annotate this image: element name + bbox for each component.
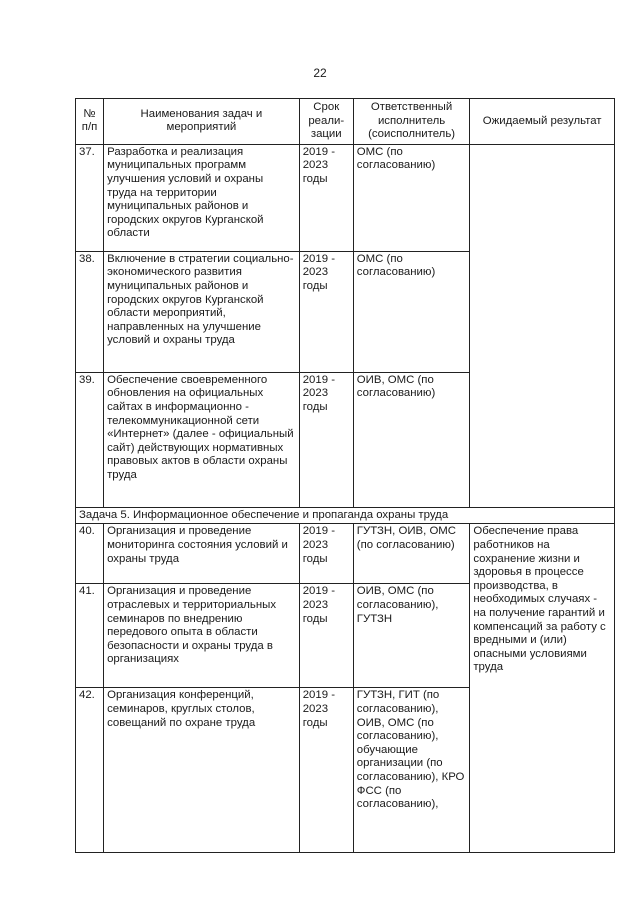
row-executor: ГУТЗН, ГИТ (по согласованию), ОИВ, ОМС (по согласованию), обучающие организации (по согласованию), КРО ФСС (по согласованию), [353,688,470,853]
row-executor: ОИВ, ОМС (по согласованию), ГУТЗН [353,584,470,688]
row-num: 41. [76,584,104,688]
table-row [76,144,615,251]
row-result: Обеспечение права работников на сохранение жизни и здоровья в процессе производства, в необходимых случаях - на получение гарантий и компенсаций за работу с вредными и (или) опасными условиями труда [470,524,615,853]
header-term: Срок реали-зации [299,99,353,145]
row-task: Разработка и реализация муниципальных программ улучшения условий и охраны труда на территории муниципальных районов и городских округов Курганской области [104,144,300,251]
row-term: 2019 - 2023 годы [299,372,353,507]
measures-table [75,98,615,853]
row-task: Организация конференций, семинаров, круглых столов, совещаний по охране труда [104,688,300,853]
header-executor: Ответственный исполнитель (соисполнитель) [353,99,470,145]
row-executor: ОМС (по согласованию) [353,251,470,372]
row-task: Организация и проведение мониторинга состояния условий и охраны труда [104,524,300,584]
row-executor: ОМС (по согласованию) [353,144,470,251]
row-executor: ОИВ, ОМС (по согласованию) [353,372,470,507]
row-num: 38. [76,251,104,372]
row-result-empty [470,144,615,507]
row-term: 2019 - 2023 годы [299,584,353,688]
table-header-row [76,99,615,145]
section-title: Задача 5. Информационное обеспечение и пропаганда охраны труда [76,507,615,524]
row-num: 42. [76,688,104,853]
row-num: 37. [76,144,104,251]
row-task: Включение в стратегии социально-экономического развития муниципальных районов и городских округов Курганской области мероприятий, направленных на улучшение условий и охраны труда [104,251,300,372]
header-task: Наименования задач и мероприятий [104,99,300,145]
row-num: 39. [76,372,104,507]
section-row [76,507,615,524]
row-term: 2019 - 2023 годы [299,144,353,251]
row-term: 2019 - 2023 годы [299,688,353,853]
row-executor: ГУТЗН, ОИВ, ОМС (по согласованию) [353,524,470,584]
row-task: Организация и проведение отраслевых и территориальных семинаров по внедрению передового опыта в области безопасности и охраны труда в организациях [104,584,300,688]
row-term: 2019 - 2023 годы [299,251,353,372]
header-num: № п/п [76,99,104,145]
row-num: 40. [76,524,104,584]
row-term: 2019 - 2023 годы [299,524,353,584]
page-number: 22 [313,66,327,80]
row-task: Обеспечение своевременного обновления на официальных сайтах в информационно - телекоммуникационной сети «Интернет» (далее - официальный сайт) действующих нормативных правовых актов в области охраны труда [104,372,300,507]
table-row [76,524,615,584]
header-result: Ожидаемый результат [470,99,615,145]
